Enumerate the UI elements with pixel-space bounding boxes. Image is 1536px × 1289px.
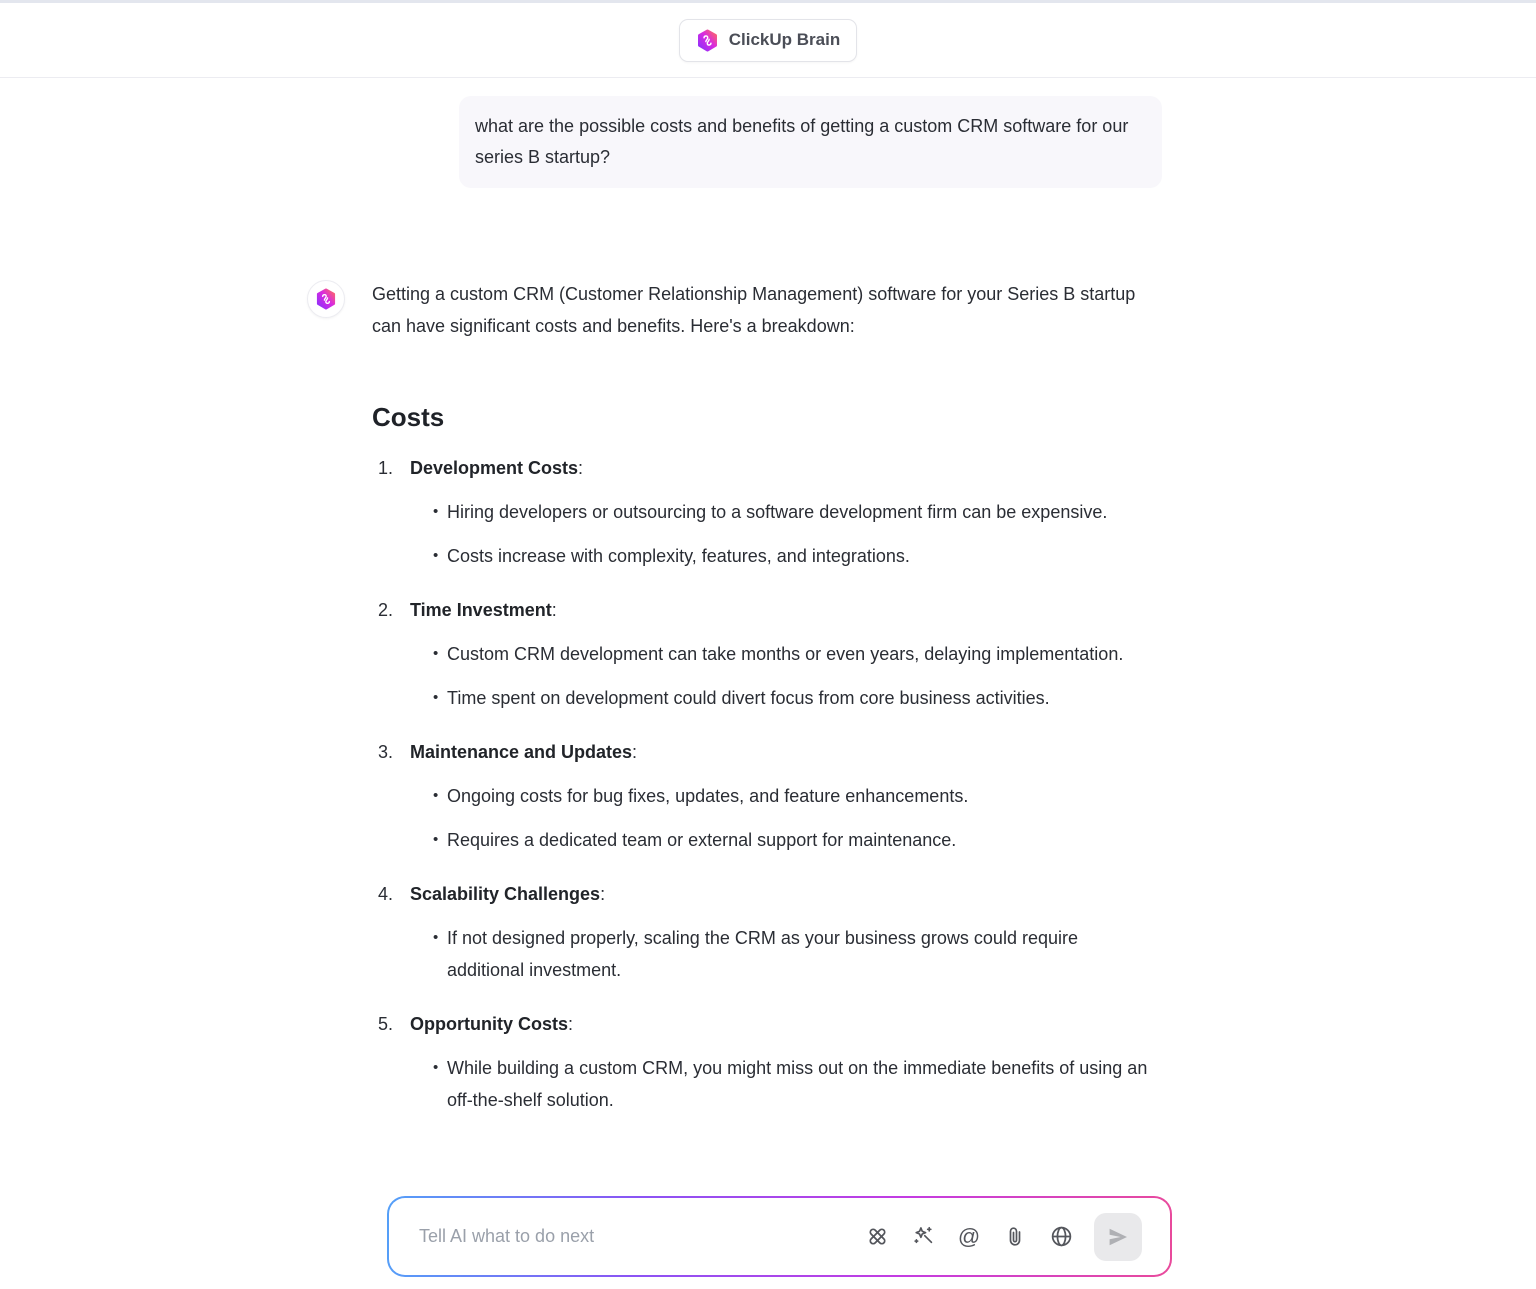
bullet-item: • While building a custom CRM, you might miss out on the immediate benefits of using an off-the-shelf solution. xyxy=(433,1052,1154,1116)
bullet-list xyxy=(433,1052,1154,1116)
bullet-item: • If not designed properly, scaling the CRM as your business grows could require additional investment. xyxy=(433,922,1154,986)
clickup-brain-logo-icon xyxy=(696,29,719,52)
ai-message-content xyxy=(372,278,1154,1116)
list-item-body xyxy=(410,878,1154,986)
list-item xyxy=(372,1008,1154,1116)
list-item-number: 1. xyxy=(378,458,394,478)
list-item-title: Maintenance and Updates: xyxy=(410,742,638,762)
composer-toolbar xyxy=(864,1213,1142,1261)
list-item-title: Scalability Challenges: xyxy=(410,884,606,904)
clickup-brain-button[interactable] xyxy=(679,19,857,62)
section-heading: Costs xyxy=(372,402,445,432)
clickup-brain-logo-icon xyxy=(315,288,337,310)
list-item xyxy=(372,736,1154,856)
list-item xyxy=(372,594,1154,714)
list-item-number: 4. xyxy=(378,884,394,904)
bullet-list xyxy=(433,496,1107,572)
user-message-text: what are the possible costs and benefits of getting a custom CRM software for our series B startup? xyxy=(475,116,1129,167)
list-item-number: 3. xyxy=(378,742,394,762)
magic-wand-icon[interactable] xyxy=(910,1224,936,1250)
list-item-title: Time Investment: xyxy=(410,600,557,620)
app-header xyxy=(0,3,1536,78)
composer xyxy=(387,1196,1172,1277)
bullet-item: • Ongoing costs for bug fixes, updates, and feature enhancements. xyxy=(433,780,968,812)
list-item-body xyxy=(410,736,968,856)
mention-glyph: @ xyxy=(957,1223,981,1249)
list-item-body xyxy=(410,1008,1154,1116)
bullet-item: • Hiring developers or outsourcing to a software development firm can be expensive. xyxy=(433,496,1107,528)
globe-icon[interactable] xyxy=(1048,1224,1074,1250)
attachment-icon[interactable] xyxy=(1002,1224,1028,1250)
brand-label: ClickUp Brain xyxy=(728,30,841,49)
costs-list xyxy=(372,452,1154,1116)
chat-scroll-area[interactable] xyxy=(0,79,1536,1192)
list-item-title: Opportunity Costs: xyxy=(410,1014,574,1034)
bullet-item: • Custom CRM development can take months or even years, delaying implementation. xyxy=(433,638,1123,670)
list-item-body xyxy=(410,452,1107,572)
send-icon xyxy=(1106,1225,1130,1249)
list-item-number: 2. xyxy=(378,600,394,620)
ai-skills-icon[interactable] xyxy=(864,1224,890,1250)
bullet-list xyxy=(433,638,1123,714)
ai-avatar xyxy=(307,280,345,318)
ai-prompt-input[interactable] xyxy=(419,1226,864,1247)
bullet-item: • Requires a dedicated team or external support for maintenance. xyxy=(433,824,968,856)
list-item-number: 5. xyxy=(378,1014,394,1034)
ai-message xyxy=(307,278,1163,1116)
send-button[interactable] xyxy=(1094,1213,1142,1261)
list-item-title: Development Costs: xyxy=(410,458,584,478)
bullet-list xyxy=(433,922,1154,986)
list-item xyxy=(372,878,1154,986)
user-message-bubble xyxy=(459,96,1162,188)
mention-icon[interactable] xyxy=(956,1224,982,1250)
bullet-item: • Costs increase with complexity, features, and integrations. xyxy=(433,540,1107,572)
list-item xyxy=(372,452,1154,572)
bullet-item: • Time spent on development could divert focus from core business activities. xyxy=(433,682,1123,714)
bullet-list xyxy=(433,780,968,856)
list-item-body xyxy=(410,594,1123,714)
ai-intro-text: Getting a custom CRM (Customer Relationship Management) software for your Series B startup can have significant costs and benefits. Here's a breakdown: xyxy=(372,284,1136,336)
